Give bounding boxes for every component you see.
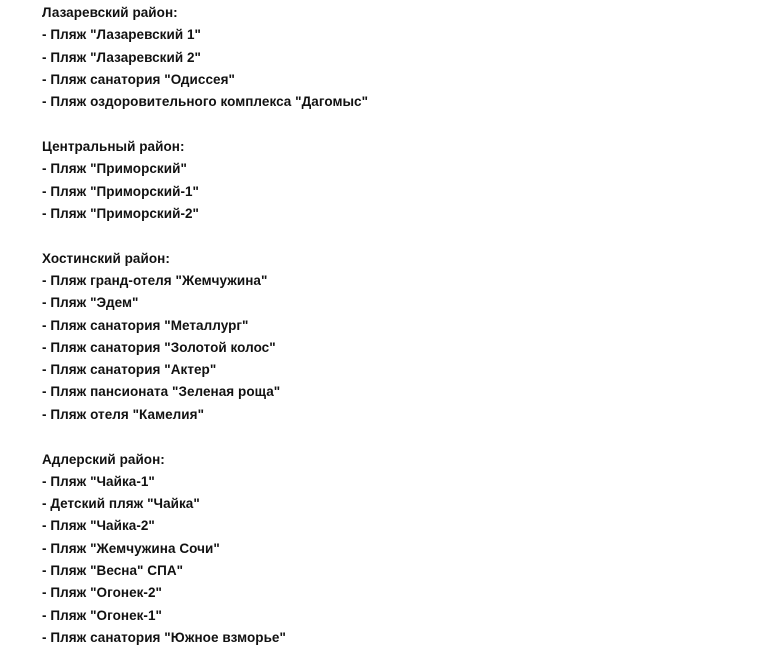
list-item: - Пляж "Весна" СПА" [42, 563, 184, 579]
section-lazarevsky [42, 2, 742, 113]
section-adlersky [42, 449, 742, 650]
list-item: - Пляж "Лазаревский 1" [42, 27, 201, 43]
list-item: - Пляж "Эдем" [42, 295, 139, 311]
list-item: - Пляж отеля "Камелия" [42, 406, 205, 422]
list-item: - Детский пляж "Чайка" [42, 496, 200, 512]
list-item: - Пляж "Чайка-2" [42, 518, 155, 534]
section-central [42, 136, 742, 225]
list-item: - Пляж "Чайка-1" [42, 473, 155, 489]
beach-list-document [42, 2, 742, 649]
list-item: - Пляж оздоровительного комплекса "Дагомыс" [42, 94, 369, 110]
list-item: - Пляж "Огонек-1" [42, 607, 162, 623]
list-item: - Пляж "Огонек-2" [42, 585, 162, 601]
section-title: Лазаревский район: [42, 5, 178, 20]
list-item: - Пляж "Жемчужина Сочи" [42, 540, 220, 556]
section-title: Адлерский район: [42, 451, 165, 467]
section-title: Хостинский район: [42, 250, 170, 266]
list-item: - Пляж пансионата "Зеленая роща" [42, 384, 281, 400]
list-item: - Пляж "Лазаревский 2" [42, 49, 201, 65]
list-item: - Пляж санатория "Актер" [42, 362, 217, 378]
list-item: - Пляж санатория "Золотой колос" [42, 339, 276, 355]
list-item: - Пляж санатория "Металлург" [42, 317, 249, 333]
list-item: - Пляж санатория "Южное взморье" [42, 629, 286, 645]
list-item: - Пляж "Приморский" [42, 161, 187, 177]
section-title: Центральный район: [42, 138, 185, 154]
list-item: - Пляж санатория "Одиссея" [42, 71, 235, 87]
list-item: - Пляж гранд-отеля "Жемчужина" [42, 272, 268, 288]
list-item: - Пляж "Приморский-1" [42, 183, 199, 199]
section-khostinsky [42, 248, 742, 426]
list-item: - Пляж "Приморский-2" [42, 205, 199, 221]
